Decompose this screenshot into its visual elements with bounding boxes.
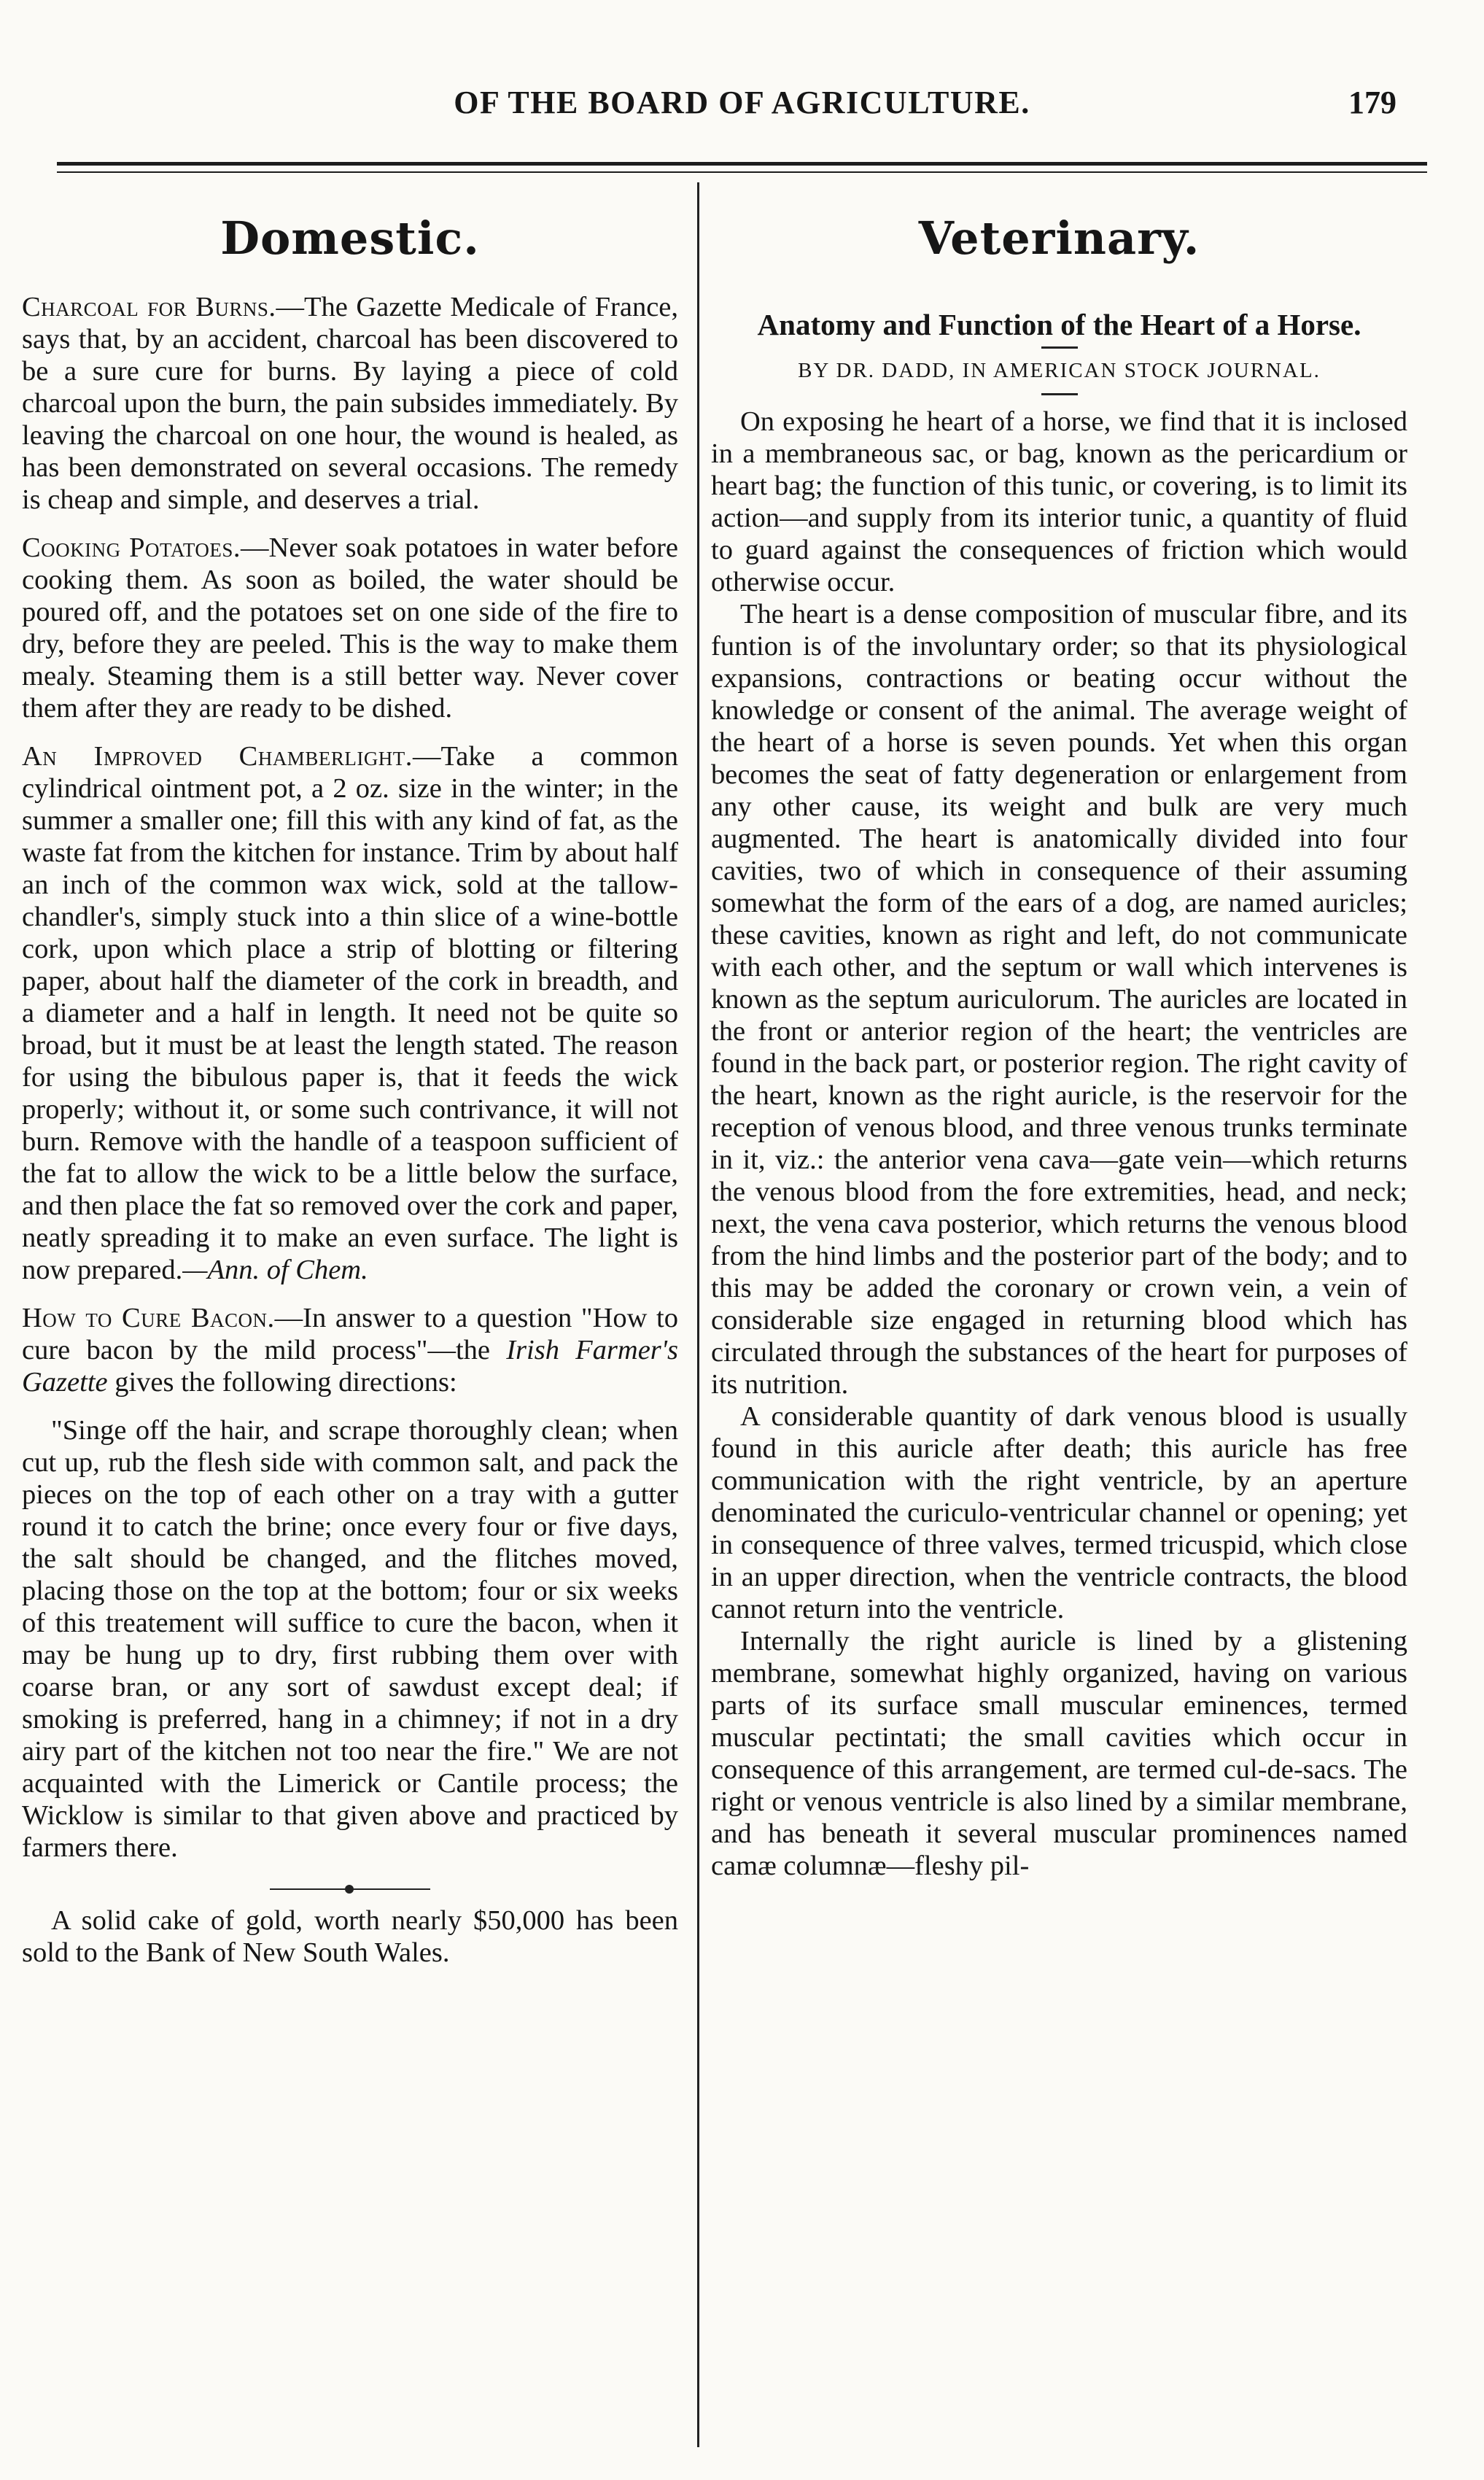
paragraph: Internally the right auricle is lined by a glistening membrane, somewhat highly organized, having on various parts of its surface small muscular eminences, termed muscular pectintati; the small cavities which occur in consequence of this arrangement, are termed cul-de-sacs. The right or venous ventricle is also lined by a similar membrane, and has beneath it several muscular prominences named camæ columnæ—fleshy pil- <box>711 1626 1407 1881</box>
article-lead: Cooking Potatoes. <box>22 532 241 563</box>
article-gold-cake: A solid cake of gold, worth nearly $50,000 has been sold to the Bank of New South Wales. <box>22 1905 678 1968</box>
byline-rule <box>1041 393 1078 395</box>
title-rule <box>1041 346 1078 349</box>
header-rule-thin <box>57 171 1427 173</box>
right-column <box>711 190 1407 1882</box>
page-number: 179 <box>1348 85 1396 120</box>
section-ornament <box>270 1884 430 1894</box>
ornament-dot <box>345 1885 354 1894</box>
article-title: Anatomy and Function of the Heart of a Horse. <box>757 308 1361 341</box>
article-byline: BY DR. DADD, IN AMERICAN STOCK JOURNAL. <box>798 359 1321 382</box>
article-body: —Never soak potatoes in water before cooking them. As soon as boiled, the water should be poured off, and the potatoes set on one side of the fire to dry, before they are peeled. This is the way to make them mealy. Steaming them is a still better way. Never cover them after they are ready to be dished. <box>22 532 678 724</box>
paragraph: The heart is a dense composition of muscular fibre, and its funtion is of the involuntary order; so that its physiological expansions, contractions or beating occur without the knowledge or consent of the animal. The average weight of the heart of a horse is seven pounds. Yet when this organ becomes the seat of fatty degeneration or enlargement from any other cause, its weight and bulk are very much augmented. The heart is anatomically divided into four cavities, two of which in consequence of their assuming somewhat the form of the ears of a dog, are named auricles; these cavities, known as right and left, do not communicate with each other, and the septum or wall which intervenes is known as the septum auriculorum. The auricles are located in the front or anterior region of the heart; the ventricles are found in the back part, or posterior region. The right cavity of the heart, known as the right auricle, is the reservoir for the reception of venous blood, and three venous trunks terminate in it, viz.: the anterior vena cava—gate vein—which returns the venous blood from the fore extremities, head, and neck; next, the vena cava posterior, which returns the venous blood from the hind limbs and the posterior part of the body; and to this may be added the coronary or crown vein, a vein of considerable size engaged in returning blood which has circulated through the substances of the heart for purposes of its nutrition. <box>711 599 1407 1400</box>
article-charcoal-for-burns <box>22 291 678 516</box>
section-heading-veterinary: Veterinary. <box>918 212 1200 265</box>
article-body: gives the following directions: <box>107 1367 457 1398</box>
article-improved-chamberlight <box>22 740 678 1286</box>
article-body: —The Gazette Medicale of France, says that, by an accident, charcoal has been discovered to be a sure cure for burns. By laying a piece of cold charcoal upon the burn, the pain subsides immediately. By leaving the charcoal on one hour, the wound is healed, as has been demonstrated on several occasions. The remedy is cheap and simple, and deserves a trial. <box>22 292 678 515</box>
publication-name: Irish Farmer's Gazette <box>22 1335 678 1398</box>
article-body: —Take a common cylindrical ointment pot, a 2 oz. size in the winter; in the summer a smaller one; fill this with any kind of fat, as the waste fat from the kitchen for instance. Trim by about half an inch of the common wax wick, sold at the tallow-chandler's, simply stuck into a thin slice of a wine-bottle cork, upon which place a strip of blotting or filtering paper, about half the diameter of the cork in breadth, and a diameter and a half in length. It need not be quite so broad, but it must be at least the length stated. The reason for using the bibulous paper is, that it feeds the wick properly; without it, or some such contrivance, it will not burn. Remove with the handle of a teaspoon sufficient of the fat to allow the wick to be a little below the surface, and then place the fat so removed over the cork and paper, neatly spreading it to make an even surface. The light is now prepared. <box>22 741 679 1285</box>
paragraph: On exposing he heart of a horse, we find that it is inclosed in a membraneous sac, or bag, known as the pericardium or heart bag; the function of this tunic, or covering, is to limit its action—and supply from its interior tunic, a quantity of fluid to guard against the consequences of friction which would otherwise occur. <box>711 406 1407 597</box>
column-divider <box>697 182 699 2447</box>
running-head-title: OF THE BOARD OF AGRICULTURE. <box>454 85 1030 120</box>
article-lead: Charcoal for Burns. <box>22 292 276 322</box>
article-lead: How to Cure Bacon. <box>22 1303 275 1333</box>
section-heading-domestic: Domestic. <box>220 212 480 265</box>
article-cure-bacon <box>22 1302 678 1398</box>
article-lead: An Improved Chamberlight. <box>22 741 413 772</box>
article-cooking-potatoes <box>22 532 678 724</box>
left-column <box>22 190 678 1969</box>
header-rule-thick <box>57 162 1427 166</box>
running-head <box>58 84 1426 135</box>
article-source: —Ann. of Chem. <box>182 1255 368 1285</box>
paragraph: A considerable quantity of dark venous blood is usually found in this auricle after death; this auricle has free communication with the right ventricle, by an aperture denominated the curiculo-ventricular channel or opening; yet in consequence of three valves, termed tricuspid, which close in an upper direction, when the ventricle contracts, the blood cannot return into the ventricle. <box>711 1401 1407 1624</box>
article-body: —In answer to a question "How to cure bacon by the mild process"—the <box>22 1303 679 1365</box>
article-cure-bacon-quote: "Singe off the hair, and scrape thoroughly clean; when cut up, rub the flesh side with common salt, and pack the pieces on the top of each other on a tray with a gutter round it to catch the brine; once every four or five days, the salt should be changed, and the flitches moved, placing those on the top at the bottom; four or six weeks of this treatement will suffice to cure the bacon, when it may be hung up to dry, first rubbing them over with coarse bran, or any sort of sawdust except deal; if smoking is preferred, hang in a chimney; if not in a dry airy part of the kitchen not too near the fire." We are not acquainted with the Limerick or Cantile process; the Wicklow is similar to that given above and practiced by farmers there. <box>22 1415 678 1863</box>
